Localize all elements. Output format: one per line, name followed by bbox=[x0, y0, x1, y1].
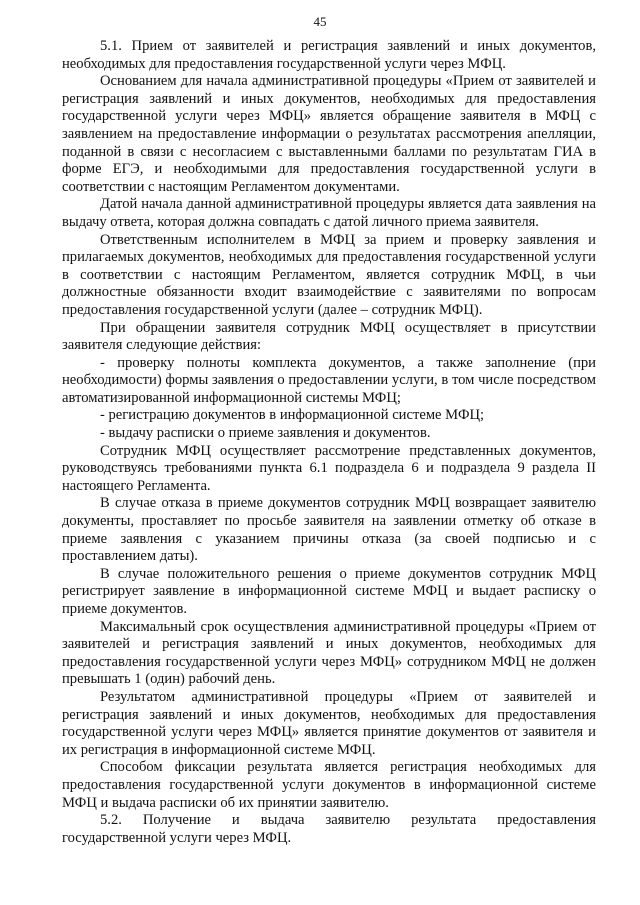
paragraph: Датой начала данной административной процедуры является дата заявления на выдачу ответа, которая должна совпадать с датой личного приема заявителя. bbox=[62, 196, 596, 230]
list-item: - регистрацию документов в информационной системе МФЦ; bbox=[100, 407, 485, 424]
list-item: - выдачу расписки о приеме заявления и документов. bbox=[100, 425, 431, 442]
paragraph: При обращении заявителя сотрудник МФЦ осуществляет в присутствии заявителя следующие действия: bbox=[62, 319, 596, 354]
list-item: - проверку полноты комплекта документов, а также заполнение (при необходимости) формы заявления о предоставлении услуги, в том числе посредством автоматизированной информационной системы МФЦ; bbox=[62, 354, 596, 406]
section-heading-5-2: 5.2. Получение и выдача заявителю результата предоставления государственной услуги через МФЦ. bbox=[62, 812, 596, 846]
paragraph: В случае положительного решения о приеме документов сотрудник МФЦ регистрирует заявление в информационной системе МФЦ и выдает расписку о приеме документов. bbox=[62, 565, 596, 617]
paragraph: В случае отказа в приеме документов сотрудник МФЦ возвращает заявителю документы, проставляет по просьбе заявителя на заявлении отметку об отказе в приеме заявления с указанием причины отказа (за своей подписью и с проставлением даты). bbox=[62, 495, 596, 565]
paragraph: Сотрудник МФЦ осуществляет рассмотрение представленных документов, руководствуясь требованиями пункта 6.1 подраздела 6 и подраздела 9 раздела II настоящего Регламента. bbox=[62, 442, 596, 494]
paragraph: Максимальный срок осуществления административной процедуры «Прием от заявителей и регистрация заявлений и иных документов, необходимых для предоставления государственной услуги через МФЦ» сотрудником МФЦ не должен превышать 1 (один) рабочий день. bbox=[62, 618, 596, 688]
page-number: 45 bbox=[313, 14, 327, 29]
paragraph: Ответственным исполнителем в МФЦ за прием и проверку заявления и прилагаемых документов, необходимых для предоставления государственной услуги в соответствии с настоящим Регламентом, является сотрудник МФЦ, в чьи должностные обязанности входит взаимодействие с заявителями по вопросам предоставления государственной услуги (далее – сотрудник МФЦ). bbox=[62, 231, 596, 318]
paragraph: Способом фиксации результата является регистрация необходимых для предоставления государственной услуги документов в информационной системе МФЦ и выдача расписки об их принятии заявителю. bbox=[62, 759, 596, 811]
paragraph: Результатом административной процедуры «Прием от заявителей и регистрация заявлений и иных документов, необходимых для предоставления государственной услуги через МФЦ» является принятие документов от заявителя и их регистрация в информационной системе МФЦ. bbox=[62, 688, 596, 758]
section-heading-5-1: 5.1. Прием от заявителей и регистрация заявлений и иных документов, необходимых для предоставления государственной услуги через МФЦ. bbox=[62, 38, 596, 72]
document-body bbox=[62, 38, 596, 847]
paragraph: Основанием для начала административной процедуры «Прием от заявителей и регистрация заявлений и иных документов, необходимых для предоставления государственной услуги через МФЦ» является обращение заявителя в МФЦ с заявлением на предоставление информации о результатах рассмотрения апелляции, поданной в связи с несогласием с выставленными баллами по результатам ГИА в форме ЕГЭ, и необходимыми для предоставления государственной услуги в соответствии с настоящим Регламентом документами. bbox=[62, 73, 596, 195]
